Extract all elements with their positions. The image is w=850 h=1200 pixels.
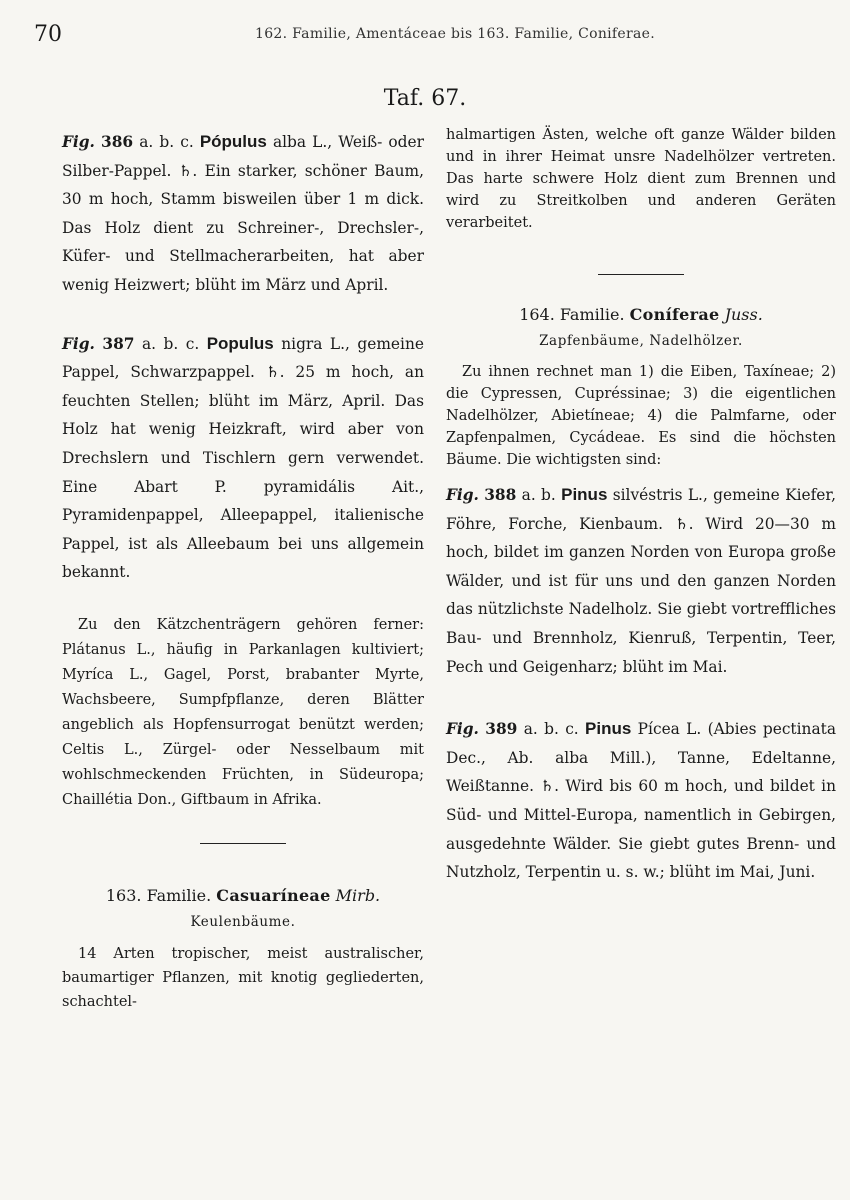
family-164-heading — [446, 301, 836, 329]
page-number: 70 — [34, 22, 62, 47]
section-divider — [598, 274, 684, 275]
left-column — [62, 128, 424, 1014]
family-164-text: Zu ihnen rechnet man 1) die Eiben, Taxíneae; 2) die Cypressen, Cupréssinae; 3) die eigentlichen Nadelhölzer, Abietíneae; 4) die Palmfarne, oder Zapfenpalmen, Cycádeae. Es sind die höchsten Bäume. Die wichtigsten sind: — [446, 364, 836, 468]
fig-letters: a. b. c. — [134, 334, 207, 353]
entry-text: Pícea L. (Abies pectinata Dec., Ab. alba Mill.), Tanne, Edeltanne, Weißtanne. ♄. Wird bis 60 m hoch, und bildet in Süd- und Mittel-Europa, namentlich in Gebirgen, ausgedehnte Wälder. Sie giebt gutes Brenn- und Nutzholz, Terpentin u. s. w.; blüht im Mai, Juni. — [446, 720, 836, 882]
entry-387 — [62, 330, 424, 587]
section-divider — [200, 843, 286, 844]
fig-letters: a. b. c. — [517, 720, 586, 739]
family-number: 163. Familie. — [105, 885, 217, 905]
fig-letters: a. b. c. — [133, 133, 200, 151]
entry-389 — [446, 715, 836, 887]
fig-number: 387 — [102, 334, 135, 353]
plate-title: Taf. 67. — [383, 86, 467, 111]
family-164-subtitle: Zapfenbäume, Nadelhölzer. — [539, 333, 743, 349]
family-name: Casuaríneae — [216, 885, 331, 905]
family-163-heading — [62, 882, 424, 910]
fig-label: Fig. — [62, 334, 95, 353]
fig-label: Fig. — [62, 133, 95, 151]
family-163-continued: halmartigen Ästen, welche oft ganze Wälder bilden und in ihrer Heimat unsre Nadelhölzer vertreten. Das harte schwere Holz dient zum Brennen und wird zu Streitkolben und anderen Geräten verarbeitet. — [446, 127, 836, 231]
fig-number: 389 — [485, 720, 518, 739]
family-number: 164. Familie. — [519, 305, 630, 324]
entry-text: nigra L., gemeine Pappel, Schwarzpappel. ♄. 25 m hoch, an feuchten Stellen; blüht im März, April. Das Holz hat wenig Heizkraft, wird aber von Drechslern und Tischlern gern verwendet. Eine Abart P. pyramidális Ait., Pyramidenpappel, Alleepappel, italienische Pappel, ist als Alleebaum bei uns allgemein bekannt. — [62, 334, 424, 582]
entry-386 — [62, 128, 424, 300]
family-163-text: 14 Arten tropischer, meist australischer, baumartiger Pflanzen, mit knotig gegliederten, schachtel- — [62, 945, 424, 1010]
fig-label: Fig. — [446, 486, 479, 504]
family-author: Juss. — [719, 305, 763, 324]
entry-388 — [446, 481, 836, 681]
genus-name: Pinus — [585, 719, 632, 739]
fig-number: 388 — [484, 486, 517, 504]
kaetzchen-paragraph: Zu den Kätzchenträgern gehören ferner: Plátanus L., häufig in Parkanlagen kultiviert; Myríca L., Gagel, Porst, brabanter Myrte, Wachsbeere, Sumpfpflanze, deren Blätter angeblich als Hopfensurrogat benützt werden; Celtis L., Zürgel- oder Nesselbaum mit wohlschmeckenden Früchten, in Südeuropa; Chaillétia Don., Giftbaum in Afrika. — [62, 616, 424, 808]
fig-letters: a. b. — [516, 486, 562, 504]
fig-number: 386 — [101, 133, 134, 151]
running-head: 162. Familie, Amentáceae bis 163. Familie, Coniferae. — [255, 26, 655, 42]
genus-name: Populus — [206, 333, 274, 353]
right-column — [446, 124, 836, 905]
entry-text: silvéstris L., gemeine Kiefer, Föhre, Forche, Kienbaum. ♄. Wird 20—30 m hoch, bildet im ganzen Norden von Europa große Wälder, und ist für uns und den ganzen Norden das nützlichste Nadelholz. Sie giebt vortreffliches Bau- und Brennholz, Kienruß, Terpentin, Teer, Pech und Geigenharz; blüht im Mai. — [446, 486, 836, 676]
fig-label: Fig. — [446, 720, 479, 739]
genus-name: Pópulus — [199, 132, 267, 151]
family-name: Coníferae — [629, 305, 720, 324]
family-163-subtitle: Keulenbäume. — [190, 913, 296, 930]
entry-text: alba L., Weiß- oder Silber-Pappel. ♄. Ein starker, schöner Baum, 30 m hoch, Stamm bisweilen über 1 m dick. Das Holz dient zu Schreiner-, Drechsler-, Küfer- und Stellmacherarbeiten, hat aber wenig Heizwert; blüht im März und April. — [62, 133, 424, 294]
genus-name: Pinus — [561, 485, 608, 504]
family-author: Mirb. — [330, 885, 381, 905]
